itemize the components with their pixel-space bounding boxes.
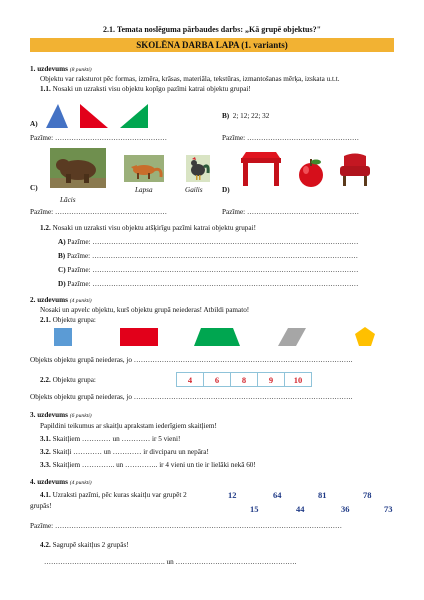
worksheet-banner: SKOLĒNA DARBA LAPA (1. variants) [30, 38, 394, 52]
gray-parallelogram[interactable] [278, 328, 306, 346]
task4-heading: 4. uzdevums (4 punkti) [30, 478, 92, 486]
task1-1-prompt: 1.1. Nosaki un uzraksti visu objektu kopīgo pazīmi katrai objektu grupai! [40, 85, 251, 93]
number-cell[interactable]: 8 [231, 373, 258, 387]
task3-item-3: 3.3. Skaitļiem ………….. un ………….. ir 4 vieni un tie ir lielāki nekā 60! [40, 461, 256, 469]
pazime-line-c: Pazīme: ………………………………………… [30, 208, 167, 216]
red-table-image [238, 148, 284, 188]
yellow-pentagon[interactable] [355, 327, 375, 346]
green-triangle [120, 104, 148, 128]
pazime-line-a: Pazīme: ………………………………………… [30, 134, 167, 142]
number-cell[interactable]: 10 [285, 373, 312, 387]
rooster-image [186, 155, 210, 182]
red-apple-image [296, 156, 326, 188]
number-44: 44 [296, 504, 305, 514]
group-c-label: C) [30, 184, 38, 192]
task2-intro: Nosaki un apvelc objektu, kurš objektu grupā neiederas! Atbildi pamato! [40, 306, 250, 314]
shape-group [44, 326, 384, 348]
red-rectangle[interactable] [120, 328, 158, 346]
task3-heading: 3. uzdevums (6 punkti) [30, 411, 92, 419]
animal-caption-rooster: Gailis [185, 186, 203, 194]
pazime-line-d: Pazīme: ………………………………………… [222, 208, 359, 216]
group-a-triangles [44, 100, 174, 130]
number-81: 81 [318, 490, 327, 500]
task2-1-prompt: 2.1. Objektu grupa: [40, 316, 96, 324]
blue-triangle [46, 104, 68, 128]
number-64: 64 [273, 490, 282, 500]
odd-answer-line-1: Objekts objektu grupā neiederas, jo …………………………………………………………………………………. [30, 356, 353, 364]
task4-1-prompt: 4.1. Uzraksti pazīmi, pēc kuras skaitļu var grupēt 2 [40, 491, 187, 499]
number-12: 12 [228, 490, 237, 500]
number-36: 36 [341, 504, 350, 514]
task1-heading: 1. uzdevums (8 punkti) [30, 65, 92, 73]
number-cell[interactable]: 6 [204, 373, 231, 387]
task2-2-prompt: 2.2. Objektu grupa: [40, 376, 96, 384]
answer-line-a: A) Pazīme: …………………………………………………………………………………………………… [58, 238, 359, 246]
task3-item-1: 3.1. Skaitļiem ………… un ………… ir 5 vieni! [40, 435, 181, 443]
task1-2-prompt: 1.2. Nosaki un uzraksti visu objektu atšķirīgu pazīmi katrai objektu grupai! [40, 224, 256, 232]
number-73: 73 [384, 504, 393, 514]
fox-image [124, 155, 164, 182]
task4-pazime-line: Pazīme: …………………………………………………………………………………………………………… [30, 522, 342, 530]
green-trapezoid[interactable] [194, 328, 240, 346]
task4-1-prompt-cont: grupās! [30, 502, 52, 510]
blue-square[interactable] [54, 328, 72, 346]
animal-caption-fox: Lapsa [135, 186, 153, 194]
grouping-line: ……………………………………………. un ……………………………………………. [44, 558, 297, 566]
group-a-label: A) [30, 120, 38, 128]
answer-line-d: D) Pazīme: …………………………………………………………………………………………………… [58, 280, 359, 288]
answer-line-c: C) Pazīme: …………………………………………………………………………………………………… [58, 266, 359, 274]
animal-caption-bear: Lācis [60, 196, 76, 204]
task4-2-prompt: 4.2. Sagrupē skaitļus 2 grupās! [40, 541, 129, 549]
number-cell[interactable]: 4 [177, 373, 204, 387]
answer-line-b: B) Pazīme: …………………………………………………………………………………………………… [58, 252, 358, 260]
bear-image [50, 148, 106, 188]
red-triangle [80, 104, 108, 128]
number-cell[interactable]: 9 [258, 373, 285, 387]
number-group-table [176, 372, 312, 387]
task2-heading: 2. uzdevums (4 punkti) [30, 296, 92, 304]
task3-intro: Papildini teikumus ar skaitļu aprakstam iederīgiem skaitļiem! [40, 422, 217, 430]
red-armchair-image [338, 152, 372, 188]
pazime-line-b: Pazīme: ………………………………………… [222, 134, 359, 142]
group-b-label: B) 2; 12; 22; 32 [222, 112, 270, 120]
page-title: 2.1. Temata noslēguma pārbaudes darbs: „Kā grupē objektus?" [102, 25, 322, 34]
number-15: 15 [250, 504, 259, 514]
odd-answer-line-2: Objekts objektu grupā neiederas, jo …………………………………………………………………………………. [30, 393, 353, 401]
number-78: 78 [363, 490, 372, 500]
task1-intro: Objektu var raksturot pēc formas, izmēra, krāsas, materiāla, tekstūras, izmantošanas mērķa, izskata u.t.t. [40, 75, 340, 83]
task3-item-2: 3.2. Skaitļi ………… un ………… ir divciparu un nepāra! [40, 448, 209, 456]
group-d-label: D) [222, 186, 230, 194]
